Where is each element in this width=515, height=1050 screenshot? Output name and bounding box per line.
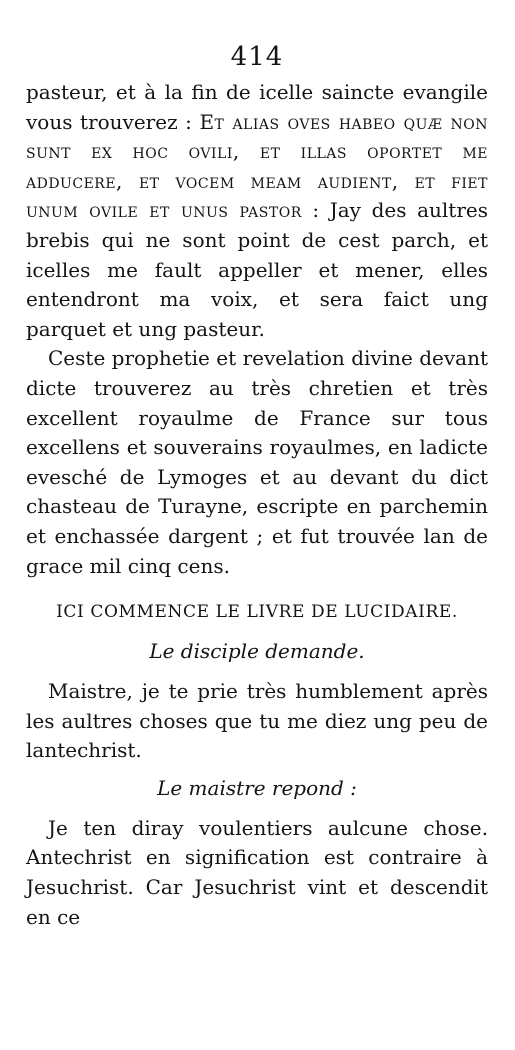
paragraph-master-answer: Je ten diray voulentiers aulcune chose. Antechrist en signification est contraire à Jesuchrist. Car Jesuchrist vint et descendit en ce: [26, 815, 488, 929]
paragraph-text-after-quote: : Jay des aultres brebis qui ne sont point de cest parch, et icelles me fault appeller et mener, elles entendront ma voix, et sera faict ung parquet et ung pasteur.: [26, 198, 488, 341]
paragraph-text-before-quote: pasteur, et à la fin de icelle saincte evangile vous trouverez :: [26, 80, 488, 134]
master-speaker-label: Le maistre repond :: [157, 775, 357, 800]
paragraph-disciple-question: Maistre, je te prie très humblement après les aultres choses que tu me diez ung peu de lantechrist.: [26, 679, 488, 763]
paragraph-prophecy: Ceste prophetie et revelation divine devant dicte trouverez au très chretien et très excellent royaulme de France sur tous excellens et souverains royaulmes, en ladicte evesché de Lymoges et au devant du dict chasteau de Turayne, escripte en parchemin et enchassée dargent ; et fut trouvée lan de grace mil cinq cens.: [26, 346, 488, 578]
paragraph-pastor-quote: [26, 78, 488, 344]
disciple-speaker-label: Le disciple demande.: [149, 639, 365, 664]
book-page: [26, 42, 488, 932]
latin-quote: Et alias oves habeo quæ non sunt ex hoc ovili, et illas oportet me adducere, et vocem meam audient, et fiet unum ovile et unus pastor: [26, 109, 488, 223]
section-heading: ICI COMMENCE LE LIVRE DE LUCIDAIRE.: [56, 602, 458, 623]
page-number: 414: [230, 42, 284, 72]
